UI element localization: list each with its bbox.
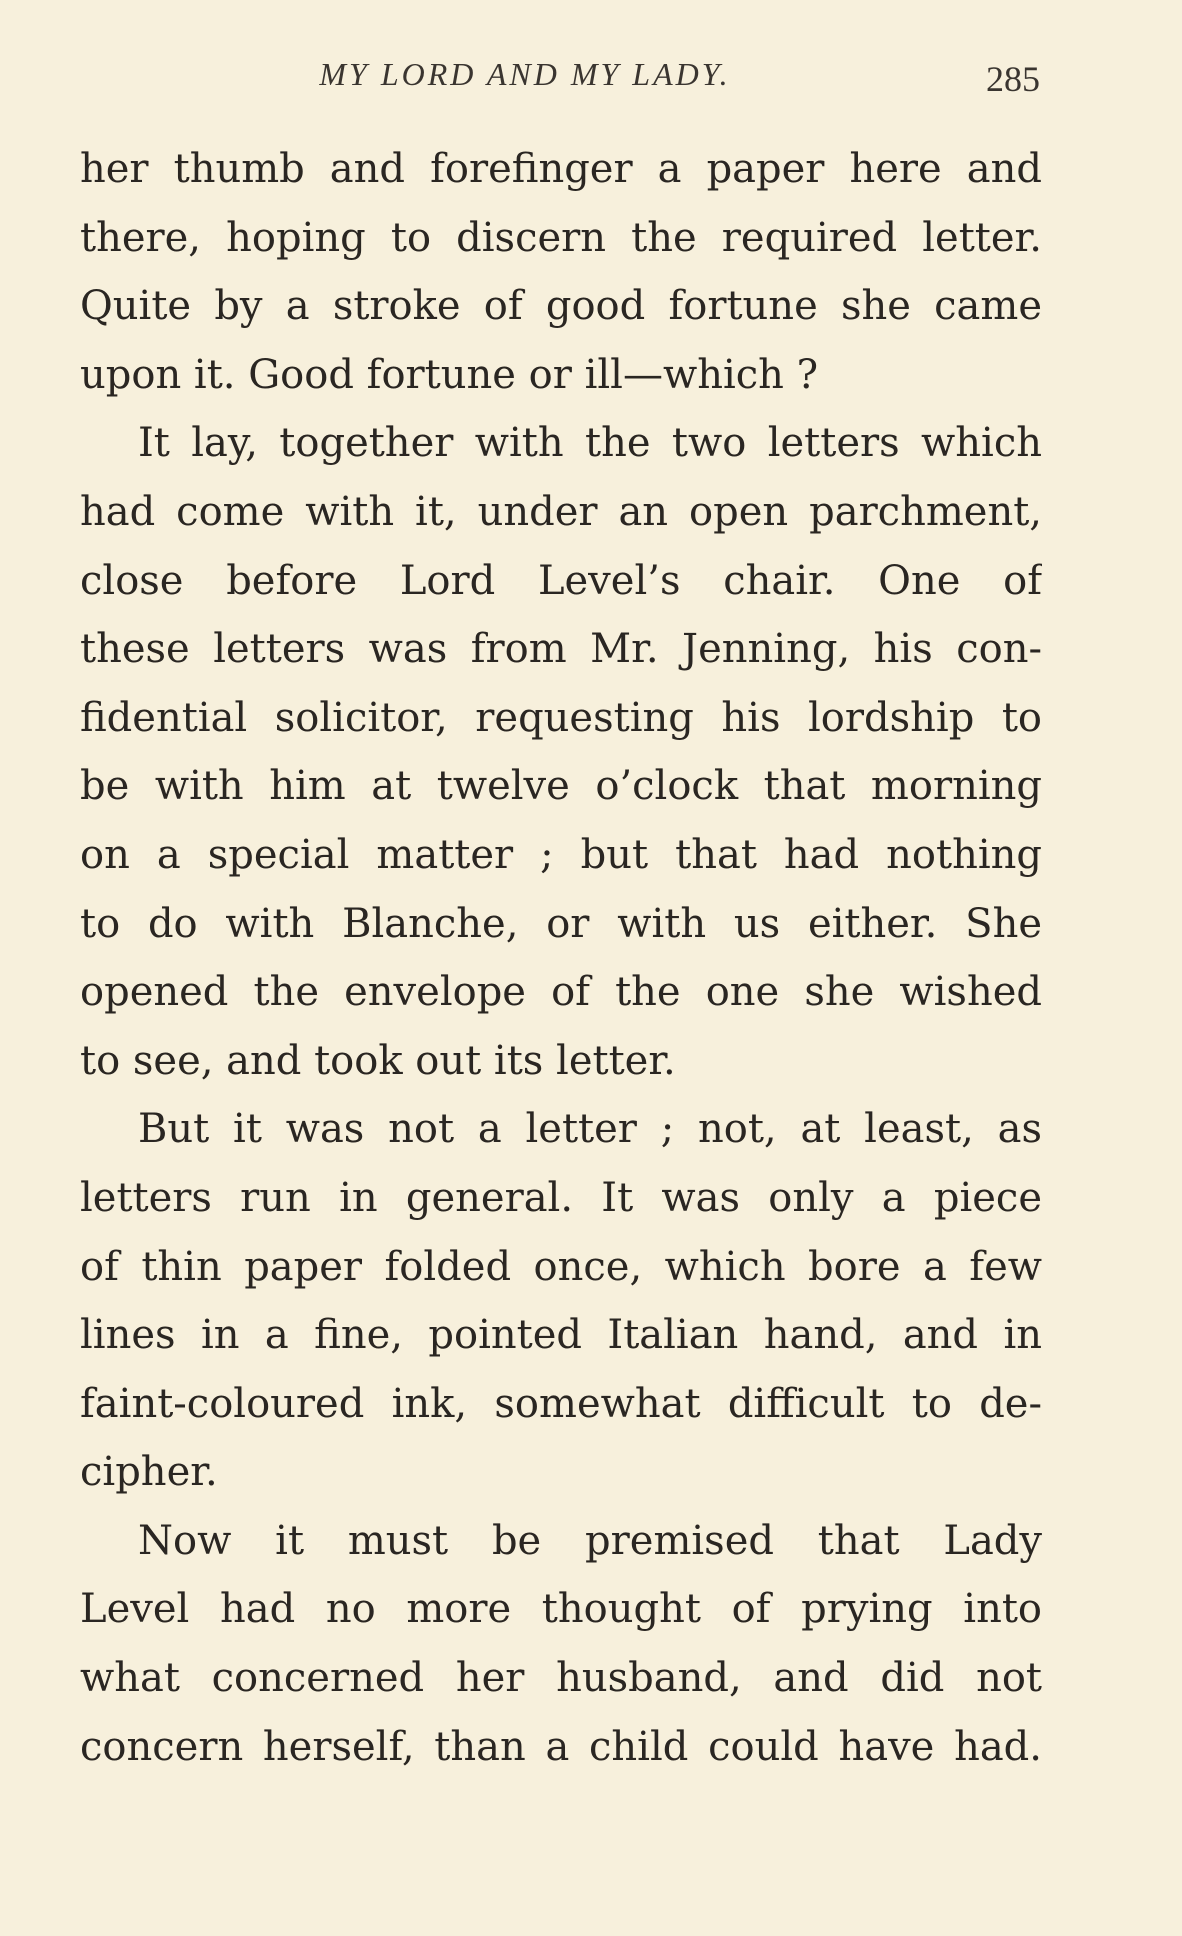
text-line: of thin paper folded once, which bore a few xyxy=(80,1243,1042,1290)
text-line: letters run in general. It was only a piece xyxy=(80,1174,1042,1221)
text-line: what concerned her husband, and did not xyxy=(80,1655,1042,1702)
text-line: opened the envelope of the one she wished xyxy=(80,969,1042,1016)
text-line: concern herself, than a child could have had. xyxy=(80,1723,1042,1770)
text-line: Now it must be premised that Lady xyxy=(138,1517,1042,1564)
text-line: there, hoping to discern the required letter. xyxy=(80,214,1042,261)
text-line: these letters was from Mr. Jenning, his con- xyxy=(80,626,1042,673)
text-line: But it was not a letter ; not, at least, as xyxy=(138,1106,1042,1153)
text-line: on a special matter ; but that had nothing xyxy=(80,831,1042,878)
running-head xyxy=(80,56,1040,106)
text-line: her thumb and forefinger a paper here and xyxy=(80,146,1042,192)
text-line: It lay, together with the two letters which xyxy=(138,420,1042,467)
text-line: cipher. xyxy=(80,1449,218,1496)
text-line: faint-coloured ink, somewhat difficult to de- xyxy=(80,1380,1042,1427)
text-line: fidential solicitor, requesting his lordship to xyxy=(80,694,1042,741)
text-line: to do with Blanche, or with us either. She xyxy=(80,900,1042,947)
text-line: lines in a fine, pointed Italian hand, and in xyxy=(80,1312,1042,1359)
text-body xyxy=(80,135,1042,1781)
text-line: be with him at twelve o’clock that morning xyxy=(80,763,1042,810)
text-line: upon it. Good fortune or ill—which ? xyxy=(80,351,819,398)
text-line: to see, and took out its letter. xyxy=(80,1037,676,1084)
text-line: close before Lord Level’s chair. One of xyxy=(80,557,1042,604)
text-line: had come with it, under an open parchment, xyxy=(80,488,1042,535)
page-number: 285 xyxy=(986,59,1040,99)
text-line: Quite by a stroke of good fortune she came xyxy=(80,283,1042,330)
running-title: MY LORD AND MY LADY. xyxy=(319,56,731,92)
text-line: Level had no more thought of prying into xyxy=(80,1586,1042,1633)
